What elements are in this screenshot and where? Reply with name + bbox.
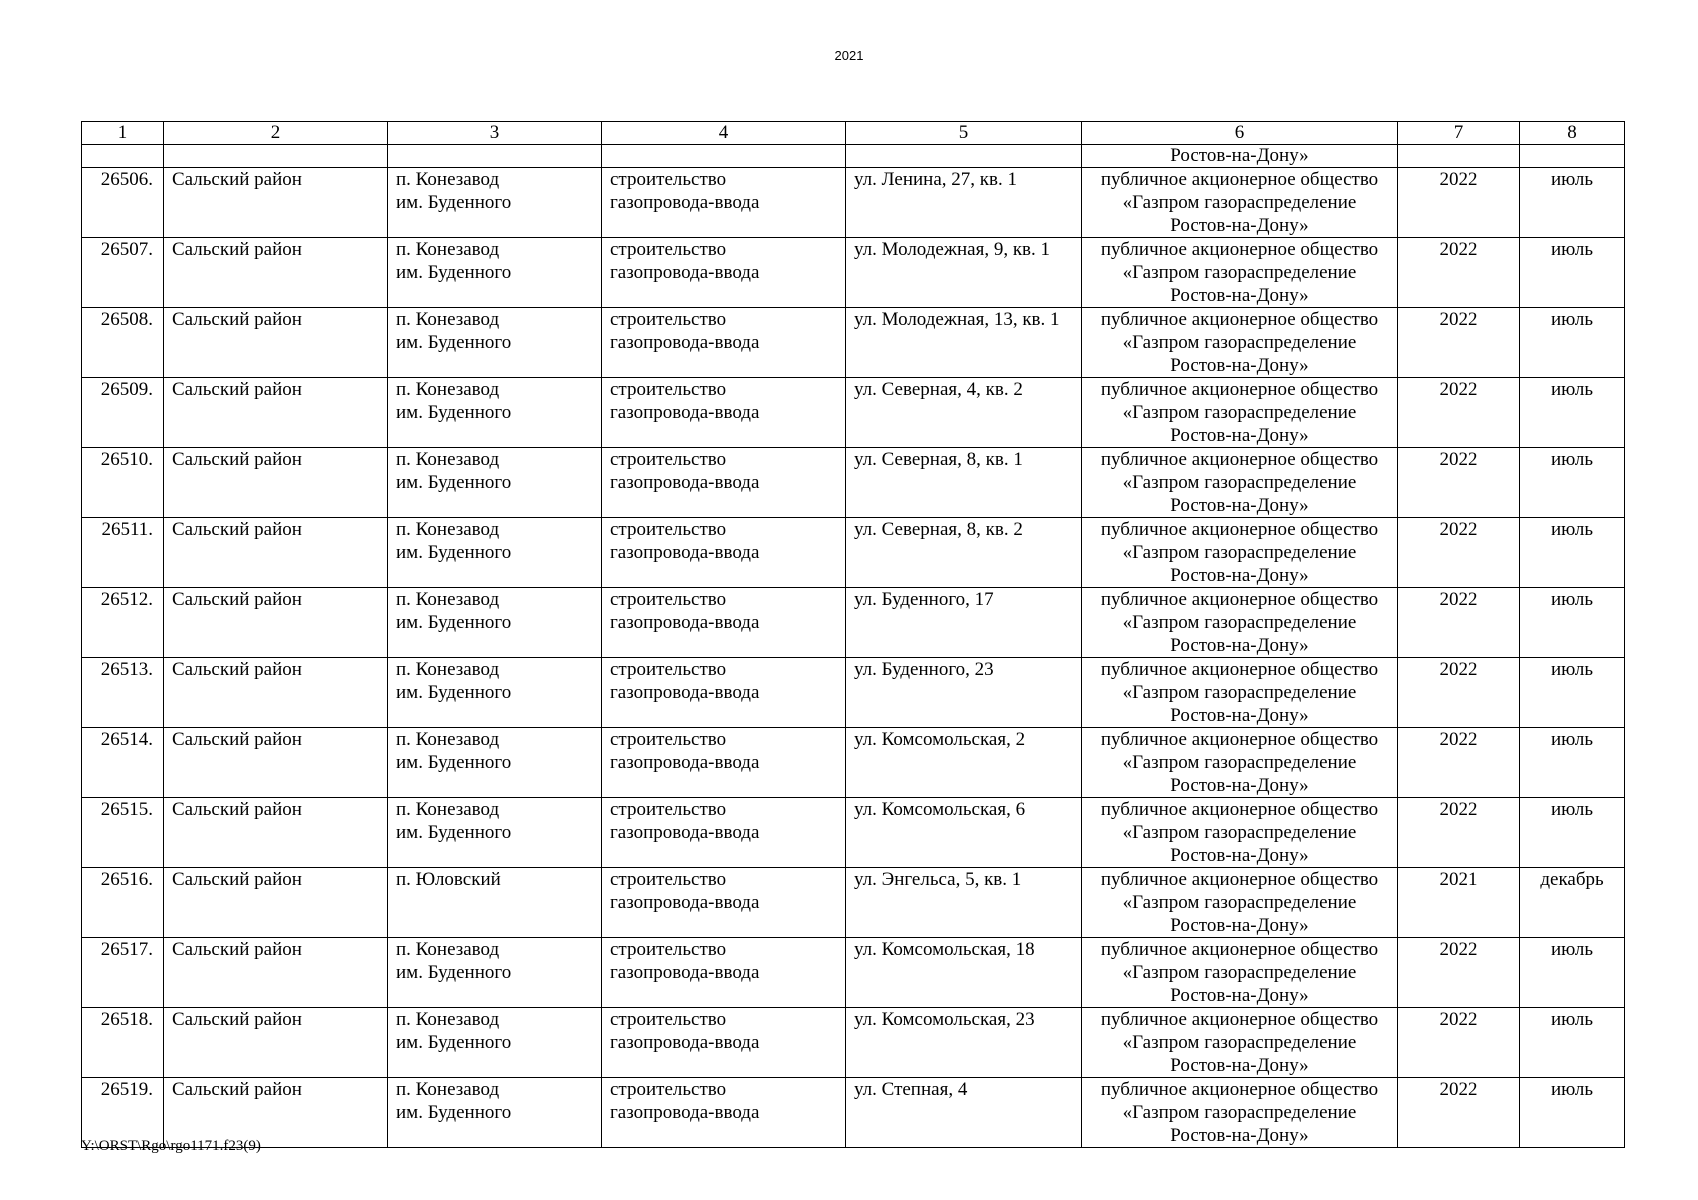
organization-cell: [1082, 448, 1398, 518]
work-type-cell-line: строительство: [610, 239, 727, 260]
locality-cell-line: п. Конезавод: [396, 729, 500, 750]
organization-cell-line: Ростов-на-Дону»: [1170, 845, 1309, 866]
locality-cell-line: им. Буденного: [396, 682, 512, 703]
row-number: 26512.: [82, 588, 164, 658]
organization-cell: [1082, 588, 1398, 658]
year-cell: 2022: [1398, 938, 1520, 1008]
organization-cell: [1082, 728, 1398, 798]
organization-cell-line: Ростов-на-Дону»: [1170, 915, 1309, 936]
organization-cell-line: «Газпром газораспределение: [1122, 472, 1357, 493]
work-type-cell-line: газопровода-ввода: [610, 962, 760, 983]
column-number: 2: [164, 122, 388, 145]
table-row: [82, 448, 1625, 518]
work-type-cell-line: газопровода-ввода: [610, 192, 760, 213]
work-type-cell-line: строительство: [610, 659, 727, 680]
row-number: 26509.: [82, 378, 164, 448]
year-cell: 2022: [1398, 168, 1520, 238]
address-cell: ул. Энгельса, 5, кв. 1: [846, 868, 1082, 938]
locality-cell: [388, 938, 602, 1008]
organization-cell-line: публичное акционерное общество: [1100, 589, 1379, 610]
year-cell: 2021: [1398, 868, 1520, 938]
column-number-header-row: [82, 122, 1625, 145]
column-number: 3: [388, 122, 602, 145]
year-cell: 2022: [1398, 378, 1520, 448]
organization-cell-line: публичное акционерное общество: [1100, 1079, 1379, 1100]
organization-cell-line: публичное акционерное общество: [1100, 939, 1379, 960]
locality-cell: [388, 588, 602, 658]
work-type-cell-line: газопровода-ввода: [610, 822, 760, 843]
row-number: 26513.: [82, 658, 164, 728]
work-type-cell-line: строительство: [610, 589, 727, 610]
district-cell: Сальский район: [164, 588, 388, 658]
locality-cell-line: п. Конезавод: [396, 1009, 500, 1030]
organization-cell-line: «Газпром газораспределение: [1122, 332, 1357, 353]
address-cell: ул. Комсомольская, 23: [846, 1008, 1082, 1078]
month-cell: июль: [1520, 518, 1625, 588]
organization-cell: [1082, 938, 1398, 1008]
locality-cell-line: п. Конезавод: [396, 799, 500, 820]
work-type-cell-line: строительство: [610, 869, 727, 890]
row-number: 26519.: [82, 1078, 164, 1148]
locality-cell-line: им. Буденного: [396, 962, 512, 983]
work-type-cell-line: газопровода-ввода: [610, 262, 760, 283]
locality-cell-line: п. Конезавод: [396, 449, 500, 470]
locality-cell-line: п. Конезавод: [396, 659, 500, 680]
continuation-row: [82, 145, 1625, 168]
work-type-cell: [602, 798, 846, 868]
column-number: 4: [602, 122, 846, 145]
column-number: 6: [1082, 122, 1398, 145]
table-row: [82, 238, 1625, 308]
district-cell: Сальский район: [164, 168, 388, 238]
work-type-cell-line: строительство: [610, 939, 727, 960]
work-type-cell-line: строительство: [610, 309, 727, 330]
organization-cell: [1082, 868, 1398, 938]
year-cell: 2022: [1398, 658, 1520, 728]
table-row: [82, 728, 1625, 798]
organization-cell-line: Ростов-на-Дону»: [1170, 635, 1309, 656]
organization-cell-line: Ростов-на-Дону»: [1170, 775, 1309, 796]
work-type-cell: [602, 378, 846, 448]
row-number: 26510.: [82, 448, 164, 518]
organization-cell: [1082, 238, 1398, 308]
organization-cell-line: Ростов-на-Дону»: [1170, 565, 1309, 586]
month-cell: июль: [1520, 728, 1625, 798]
district-cell: Сальский район: [164, 518, 388, 588]
row-number: 26516.: [82, 868, 164, 938]
locality-cell-line: им. Буденного: [396, 1102, 512, 1123]
locality-cell-line: им. Буденного: [396, 332, 512, 353]
locality-cell-line: им. Буденного: [396, 402, 512, 423]
month-cell: июль: [1520, 588, 1625, 658]
month-cell: июль: [1520, 1008, 1625, 1078]
work-type-cell: [602, 1078, 846, 1148]
work-type-cell-line: строительство: [610, 729, 727, 750]
row-number: 26514.: [82, 728, 164, 798]
table-row: [82, 308, 1625, 378]
organization-cell: [1082, 658, 1398, 728]
month-cell: июль: [1520, 1078, 1625, 1148]
organization-cell-line: Ростов-на-Дону»: [1170, 1125, 1309, 1146]
work-type-cell-line: газопровода-ввода: [610, 402, 760, 423]
work-type-cell-line: газопровода-ввода: [610, 892, 760, 913]
organization-cell-line: Ростов-на-Дону»: [1170, 495, 1309, 516]
address-cell: ул. Комсомольская, 6: [846, 798, 1082, 868]
row-number: 26506.: [82, 168, 164, 238]
work-type-cell: [602, 308, 846, 378]
locality-cell: [388, 728, 602, 798]
work-type-cell-line: газопровода-ввода: [610, 332, 760, 353]
organization-cell-line: публичное акционерное общество: [1100, 869, 1379, 890]
year-cell: 2022: [1398, 308, 1520, 378]
year-cell: 2022: [1398, 238, 1520, 308]
organization-cell: [1082, 378, 1398, 448]
organization-cell-line: Ростов-на-Дону»: [1170, 215, 1309, 236]
locality-cell: [388, 448, 602, 518]
work-type-cell-line: газопровода-ввода: [610, 682, 760, 703]
page-number: 2021: [834, 48, 864, 63]
locality-cell-line: им. Буденного: [396, 472, 512, 493]
work-type-cell-line: газопровода-ввода: [610, 1032, 760, 1053]
work-type-cell-line: газопровода-ввода: [610, 1102, 760, 1123]
month-cell: июль: [1520, 938, 1625, 1008]
table-row: [82, 378, 1625, 448]
locality-cell-line: им. Буденного: [396, 542, 512, 563]
file-path-footer: Y:\ORST\Rgo\rgo1171.f23(9): [81, 1138, 261, 1154]
address-cell: ул. Буденного, 23: [846, 658, 1082, 728]
work-type-cell: [602, 168, 846, 238]
work-type-cell-line: строительство: [610, 379, 727, 400]
table-row: [82, 798, 1625, 868]
work-type-cell: [602, 728, 846, 798]
organization-cell-line: публичное акционерное общество: [1100, 449, 1379, 470]
column-number: 5: [846, 122, 1082, 145]
district-cell: Сальский район: [164, 658, 388, 728]
table-row: [82, 168, 1625, 238]
organization-cell-line: «Газпром газораспределение: [1122, 262, 1357, 283]
year-cell: 2022: [1398, 798, 1520, 868]
continuation-org-text: Ростов-на-Дону»: [1082, 145, 1398, 168]
locality-cell-line: п. Конезавод: [396, 589, 500, 610]
organization-cell-line: «Газпром газораспределение: [1122, 892, 1357, 913]
row-number: 26508.: [82, 308, 164, 378]
organization-cell-line: публичное акционерное общество: [1100, 309, 1379, 330]
organization-cell-line: публичное акционерное общество: [1100, 239, 1379, 260]
organization-cell-line: Ростов-на-Дону»: [1170, 355, 1309, 376]
register-table: [81, 121, 1625, 1148]
work-type-cell: [602, 658, 846, 728]
month-cell: июль: [1520, 378, 1625, 448]
district-cell: Сальский район: [164, 378, 388, 448]
month-cell: июль: [1520, 798, 1625, 868]
locality-cell-line: п. Конезавод: [396, 1079, 500, 1100]
organization-cell-line: «Газпром газораспределение: [1122, 402, 1357, 423]
address-cell: ул. Молодежная, 13, кв. 1: [846, 308, 1082, 378]
work-type-cell: [602, 518, 846, 588]
year-cell: 2022: [1398, 588, 1520, 658]
locality-cell-line: п. Конезавод: [396, 239, 500, 260]
organization-cell-line: публичное акционерное общество: [1100, 169, 1379, 190]
table-row: [82, 588, 1625, 658]
locality-cell: [388, 1008, 602, 1078]
table-row: [82, 1078, 1625, 1148]
organization-cell-line: Ростов-на-Дону»: [1170, 425, 1309, 446]
work-type-cell: [602, 448, 846, 518]
locality-cell: [388, 378, 602, 448]
district-cell: Сальский район: [164, 308, 388, 378]
year-cell: 2022: [1398, 1078, 1520, 1148]
table-row: [82, 938, 1625, 1008]
address-cell: ул. Комсомольская, 18: [846, 938, 1082, 1008]
district-cell: Сальский район: [164, 728, 388, 798]
locality-cell-line: им. Буденного: [396, 1032, 512, 1053]
month-cell: декабрь: [1520, 868, 1625, 938]
month-cell: июль: [1520, 308, 1625, 378]
work-type-cell-line: газопровода-ввода: [610, 472, 760, 493]
table-row: [82, 1008, 1625, 1078]
month-cell: июль: [1520, 658, 1625, 728]
address-cell: ул. Буденного, 17: [846, 588, 1082, 658]
district-cell: Сальский район: [164, 1078, 388, 1148]
organization-cell-line: «Газпром газораспределение: [1122, 542, 1357, 563]
district-cell: Сальский район: [164, 798, 388, 868]
month-cell: июль: [1520, 168, 1625, 238]
locality-cell-line: п. Конезавод: [396, 309, 500, 330]
address-cell: ул. Северная, 8, кв. 1: [846, 448, 1082, 518]
locality-cell-line: им. Буденного: [396, 822, 512, 843]
work-type-cell: [602, 238, 846, 308]
locality-cell-line: п. Конезавод: [396, 519, 500, 540]
locality-cell: [388, 518, 602, 588]
locality-cell: [388, 238, 602, 308]
organization-cell-line: публичное акционерное общество: [1100, 519, 1379, 540]
work-type-cell-line: строительство: [610, 169, 727, 190]
organization-cell: [1082, 308, 1398, 378]
district-cell: Сальский район: [164, 448, 388, 518]
month-cell: июль: [1520, 238, 1625, 308]
district-cell: Сальский район: [164, 868, 388, 938]
organization-cell-line: «Газпром газораспределение: [1122, 192, 1357, 213]
locality-cell-line: п. Конезавод: [396, 939, 500, 960]
work-type-cell-line: строительство: [610, 519, 727, 540]
year-cell: 2022: [1398, 1008, 1520, 1078]
organization-cell: [1082, 1008, 1398, 1078]
work-type-cell-line: газопровода-ввода: [610, 752, 760, 773]
work-type-cell-line: строительство: [610, 1079, 727, 1100]
year-cell: 2022: [1398, 518, 1520, 588]
address-cell: ул. Северная, 8, кв. 2: [846, 518, 1082, 588]
district-cell: Сальский район: [164, 1008, 388, 1078]
address-cell: ул. Северная, 4, кв. 2: [846, 378, 1082, 448]
row-number: 26518.: [82, 1008, 164, 1078]
organization-cell: [1082, 798, 1398, 868]
locality-cell-line: им. Буденного: [396, 192, 512, 213]
organization-cell-line: публичное акционерное общество: [1100, 1009, 1379, 1030]
organization-cell-line: «Газпром газораспределение: [1122, 1032, 1357, 1053]
organization-cell-line: «Газпром газораспределение: [1122, 1102, 1357, 1123]
table-row: [82, 658, 1625, 728]
month-cell: июль: [1520, 448, 1625, 518]
district-cell: Сальский район: [164, 938, 388, 1008]
locality-cell-line: п. Конезавод: [396, 379, 500, 400]
work-type-cell-line: строительство: [610, 799, 727, 820]
work-type-cell: [602, 868, 846, 938]
address-cell: ул. Комсомольская, 2: [846, 728, 1082, 798]
address-cell: ул. Степная, 4: [846, 1078, 1082, 1148]
work-type-cell-line: строительство: [610, 449, 727, 470]
organization-cell-line: «Газпром газораспределение: [1122, 682, 1357, 703]
organization-cell-line: «Газпром газораспределение: [1122, 752, 1357, 773]
organization-cell-line: Ростов-на-Дону»: [1170, 1055, 1309, 1076]
locality-cell: [388, 308, 602, 378]
organization-cell-line: Ростов-на-Дону»: [1170, 705, 1309, 726]
locality-cell: [388, 658, 602, 728]
column-number: 7: [1398, 122, 1520, 145]
work-type-cell: [602, 938, 846, 1008]
year-cell: 2022: [1398, 448, 1520, 518]
organization-cell: [1082, 518, 1398, 588]
column-number: 1: [82, 122, 164, 145]
address-cell: ул. Молодежная, 9, кв. 1: [846, 238, 1082, 308]
locality-cell: [388, 798, 602, 868]
organization-cell-line: Ростов-на-Дону»: [1170, 985, 1309, 1006]
locality-cell-line: им. Буденного: [396, 262, 512, 283]
organization-cell-line: публичное акционерное общество: [1100, 659, 1379, 680]
work-type-cell-line: строительство: [610, 1009, 727, 1030]
organization-cell-line: Ростов-на-Дону»: [1170, 285, 1309, 306]
organization-cell: [1082, 1078, 1398, 1148]
table-row: [82, 868, 1625, 938]
organization-cell-line: «Газпром газораспределение: [1122, 962, 1357, 983]
locality-cell-line: им. Буденного: [396, 752, 512, 773]
row-number: 26515.: [82, 798, 164, 868]
locality-cell: [388, 868, 602, 938]
organization-cell-line: публичное акционерное общество: [1100, 799, 1379, 820]
district-cell: Сальский район: [164, 238, 388, 308]
organization-cell-line: публичное акционерное общество: [1100, 729, 1379, 750]
work-type-cell: [602, 588, 846, 658]
organization-cell-line: «Газпром газораспределение: [1122, 822, 1357, 843]
work-type-cell-line: газопровода-ввода: [610, 612, 760, 633]
work-type-cell-line: газопровода-ввода: [610, 542, 760, 563]
table-row: [82, 518, 1625, 588]
row-number: 26517.: [82, 938, 164, 1008]
locality-cell: [388, 1078, 602, 1148]
organization-cell-line: публичное акционерное общество: [1100, 379, 1379, 400]
locality-cell-line: п. Конезавод: [396, 169, 500, 190]
locality-cell-line: п. Юловский: [396, 869, 501, 890]
address-cell: ул. Ленина, 27, кв. 1: [846, 168, 1082, 238]
row-number: 26507.: [82, 238, 164, 308]
row-number: 26511.: [82, 518, 164, 588]
work-type-cell: [602, 1008, 846, 1078]
locality-cell-line: им. Буденного: [396, 612, 512, 633]
organization-cell: [1082, 168, 1398, 238]
year-cell: 2022: [1398, 728, 1520, 798]
organization-cell-line: «Газпром газораспределение: [1122, 612, 1357, 633]
column-number: 8: [1520, 122, 1625, 145]
locality-cell: [388, 168, 602, 238]
